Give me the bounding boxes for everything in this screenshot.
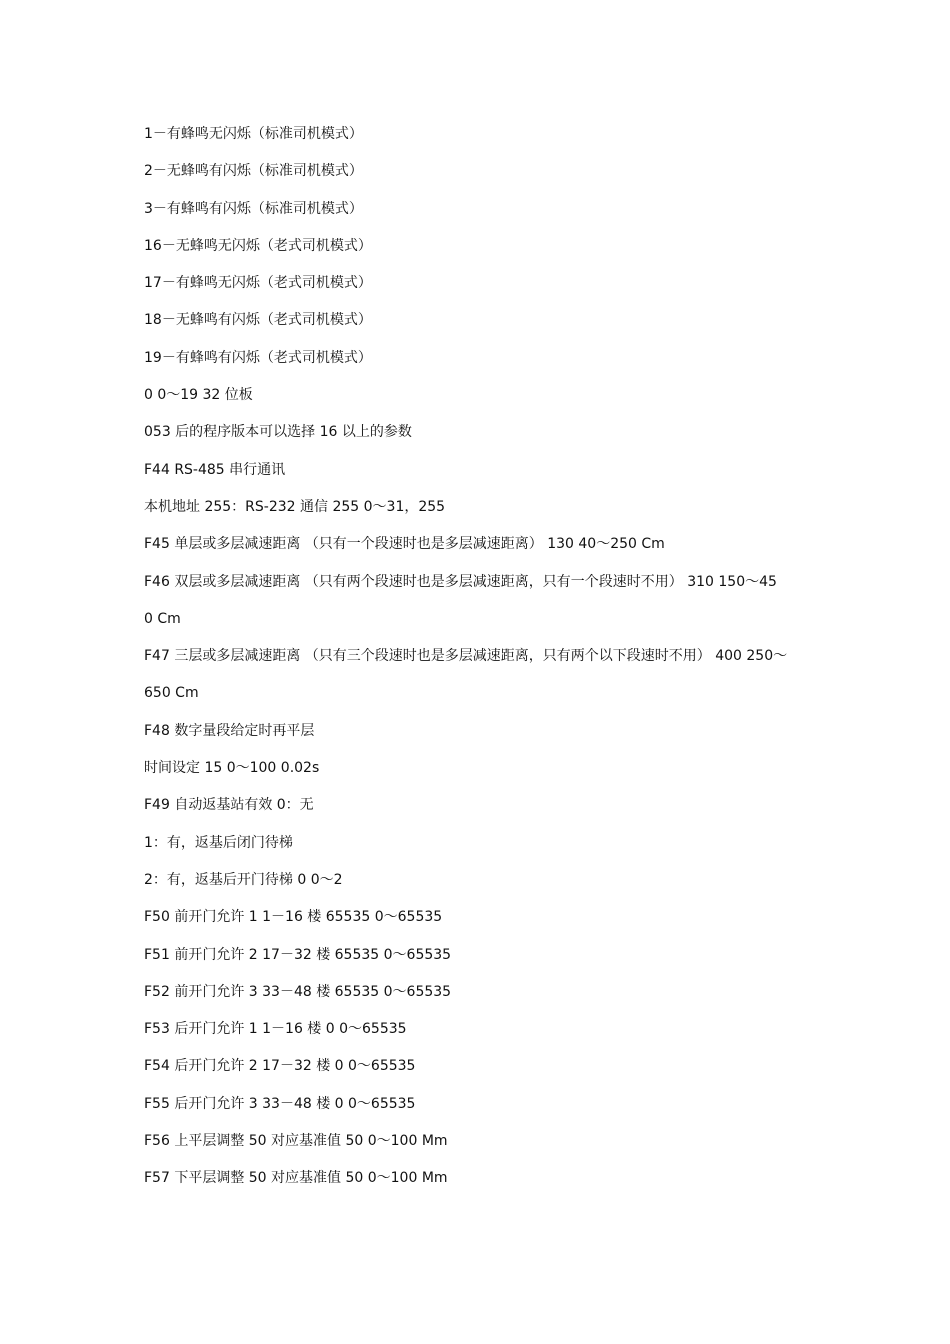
text-line: 3－有蜂鸣有闪烁（标准司机模式） xyxy=(144,200,363,217)
text-line: F50 前开门允许 1 1－16 楼 65535 0～65535 xyxy=(144,909,443,926)
text-line: F47 三层或多层减速距离 （只有三个段速时也是多层减速距离，只有两个以下段速时不用） 400 250～ xyxy=(144,648,788,665)
text-line: F53 后开门允许 1 1－16 楼 0 0～65535 xyxy=(144,1021,407,1038)
text-line: 19－有蜂鸣有闪烁（老式司机模式） xyxy=(144,349,372,366)
text-line: 时间设定 15 0～100 0.02s xyxy=(144,760,320,777)
text-line: F48 数字量段给定时再平层 xyxy=(144,722,315,739)
text-line: 16－无蜂鸣无闪烁（老式司机模式） xyxy=(144,237,372,254)
text-line: 0 0～19 32 位板 xyxy=(144,387,253,404)
text-line: F46 双层或多层减速距离 （只有两个段速时也是多层减速距离，只有一个段速时不用） 310 150～45 xyxy=(144,573,777,590)
text-line: 17－有蜂鸣无闪烁（老式司机模式） xyxy=(144,275,372,292)
text-line: F45 单层或多层减速距离 （只有一个段速时也是多层减速距离） 130 40～250 Cm xyxy=(144,536,665,553)
text-line: F56 上平层调整 50 对应基准值 50 0～100 Mm xyxy=(144,1133,448,1150)
text-line: 2：有，返基后开门待梯 0 0～2 xyxy=(144,871,343,888)
text-line: F49 自动返基站有效 0：无 xyxy=(144,797,314,814)
text-line: 0 Cm xyxy=(144,610,181,627)
text-line: 本机地址 255：RS-232 通信 255 0～31，255 xyxy=(144,498,446,515)
text-line: F44 RS-485 串行通讯 xyxy=(144,461,286,478)
document-body xyxy=(144,120,824,1202)
text-line: 1－有蜂鸣无闪烁（标准司机模式） xyxy=(144,126,363,142)
text-line: 2－无蜂鸣有闪烁（标准司机模式） xyxy=(144,163,363,180)
text-line: F54 后开门允许 2 17－32 楼 0 0～65535 xyxy=(144,1058,416,1075)
text-line: F55 后开门允许 3 33－48 楼 0 0～65535 xyxy=(144,1095,416,1112)
text-line: 1：有，返基后闭门待梯 xyxy=(144,834,293,851)
text-line: F51 前开门允许 2 17－32 楼 65535 0～65535 xyxy=(144,946,452,963)
text-line: F57 下平层调整 50 对应基准值 50 0～100 Mm xyxy=(144,1170,448,1187)
text-line: F52 前开门允许 3 33－48 楼 65535 0～65535 xyxy=(144,983,452,1000)
text-line: 18－无蜂鸣有闪烁（老式司机模式） xyxy=(144,312,372,329)
text-line: 650 Cm xyxy=(144,685,199,702)
text-line: 053 后的程序版本可以选择 16 以上的参数 xyxy=(144,424,412,441)
